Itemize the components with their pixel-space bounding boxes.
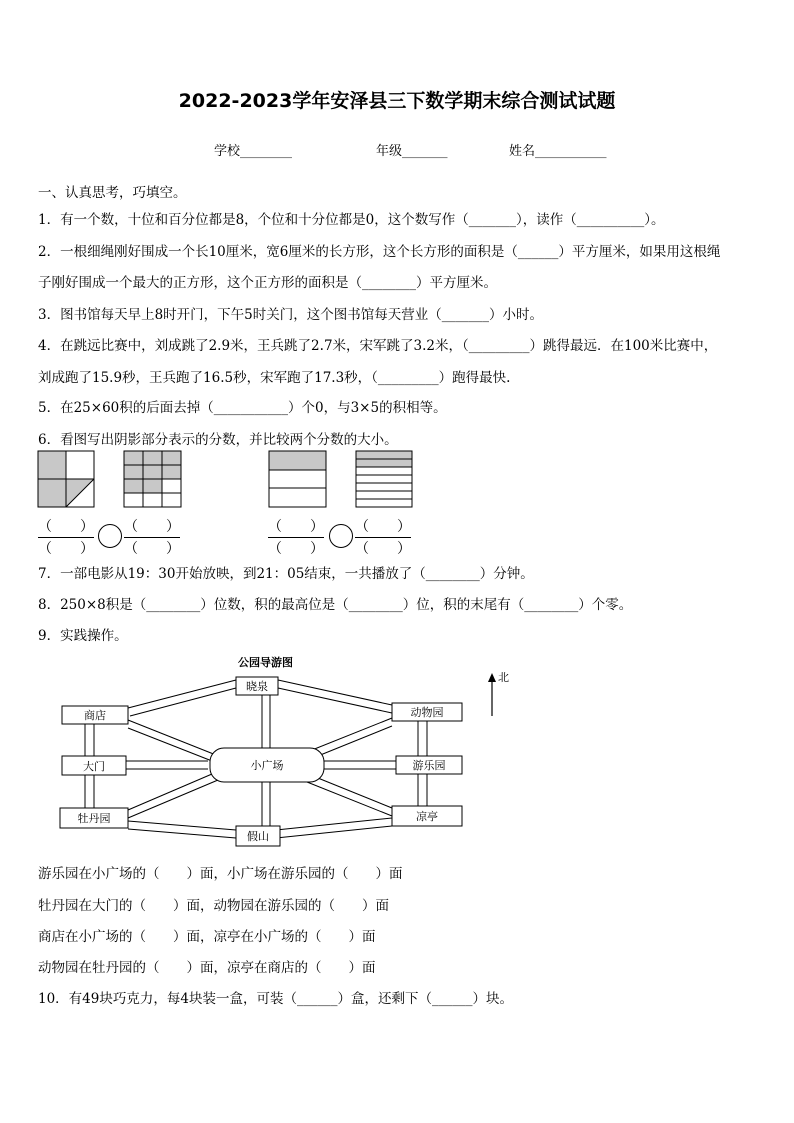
- svg-text:假山: 假山: [247, 830, 269, 843]
- question-9-part-1: 游乐园在小广场的（ ）面，小广场在游乐园的（ ）面: [38, 866, 403, 882]
- map-spot-zoo: [392, 703, 462, 721]
- section-heading: 一、认真思考，巧填空。: [38, 185, 187, 201]
- numerator-blank[interactable]: （ ）: [355, 519, 411, 535]
- svg-text:牡丹园: 牡丹园: [77, 812, 111, 825]
- numerator-blank[interactable]: （ ）: [38, 519, 94, 535]
- svg-text:凉亭: 凉亭: [416, 810, 438, 823]
- question-4-line-1: 4．在跳远比赛中，刘成跳了2.9米，王兵跳了2.7米，宋军跳了3.2米，（_________）跳得最远．在100米比赛中，: [38, 338, 718, 354]
- question-7: 7．一部电影从19：30开始放映，到21：05结束，一共播放了（________）分钟。: [38, 566, 534, 582]
- question-6: 6．看图写出阴影部分表示的分数，并比较两个分数的大小。: [38, 432, 398, 448]
- north-arrow-icon: [488, 671, 509, 716]
- question-2-line-1: 2．一根细绳刚好围成一个长10厘米，宽6厘米的长方形，这个长方形的面积是（______）平方厘米，如果用这根绳: [38, 244, 721, 260]
- svg-text:小广场: 小广场: [250, 759, 284, 772]
- park-map: [40, 648, 520, 853]
- svg-text:商店: 商店: [84, 709, 106, 722]
- figure-1-square: [38, 451, 94, 507]
- question-9-part-3: 商店在小广场的（ ）面，凉亭在小广场的（ ）面: [38, 929, 376, 945]
- map-spot-pavilion: [392, 806, 462, 826]
- fraction-figures: [36, 450, 426, 510]
- map-spot-rockery: [236, 826, 280, 846]
- question-9: 9．实践操作。: [38, 628, 128, 644]
- question-1: 1．有一个数，十位和百分位都是8，个位和十分位都是0，这个数写作（_______），读作（__________）。: [38, 212, 665, 228]
- fraction-blank-3: [268, 516, 324, 558]
- map-spot-amusement: [396, 756, 462, 774]
- question-4-line-2: 刘成跑了15.9秒，王兵跑了16.5秒，宋军跑了17.3秒，（_________）跑得最快.: [38, 370, 511, 386]
- denominator-blank[interactable]: （ ）: [268, 541, 324, 557]
- map-spot-gate: [62, 756, 126, 775]
- numerator-blank[interactable]: （ ）: [124, 519, 180, 535]
- svg-text:游乐园: 游乐园: [412, 759, 446, 772]
- school-field: 学校________: [214, 144, 293, 159]
- figure-2-grid: [124, 451, 181, 507]
- name-field: 姓名___________: [509, 144, 607, 159]
- page-title: 2022-2023学年安泽县三下数学期末综合测试试题: [178, 90, 616, 112]
- map-spot-shop: [62, 706, 128, 724]
- figure-3-bars: [269, 451, 326, 507]
- north-label: 北: [498, 671, 509, 684]
- fraction-blank-2: [124, 516, 180, 558]
- map-spot-center: [210, 748, 324, 782]
- svg-text:大门: 大门: [83, 760, 105, 773]
- question-8: 8．250×8积是（________）位数，积的最高位是（________）位，积的末尾有（________）个零。: [38, 597, 633, 613]
- denominator-blank[interactable]: （ ）: [355, 541, 411, 557]
- map-spot-peony: [60, 808, 128, 828]
- question-10: 10．有49块巧克力，每4块装一盒，可装（______）盒，还剩下（______）块。: [38, 991, 513, 1007]
- numerator-blank[interactable]: （ ）: [268, 519, 324, 535]
- question-9-part-4: 动物园在牡丹园的（ ）面，凉亭在商店的（ ）面: [38, 960, 376, 976]
- question-3: 3．图书馆每天早上8时开门，下午5时关门，这个图书馆每天营业（_______）小时。: [38, 307, 544, 323]
- map-spot-spring: [236, 677, 278, 695]
- compare-circle-2[interactable]: [329, 524, 353, 548]
- grade-field: 年级_______: [376, 144, 448, 159]
- question-2-line-2: 子刚好围成一个最大的正方形，这个正方形的面积是（________）平方厘米。: [38, 275, 497, 291]
- fraction-blank-4: [355, 516, 411, 558]
- fraction-blank-1: [38, 516, 94, 558]
- denominator-blank[interactable]: （ ）: [124, 541, 180, 557]
- svg-text:动物园: 动物园: [410, 706, 444, 719]
- question-9-part-2: 牡丹园在大门的（ ）面，动物园在游乐园的（ ）面: [38, 898, 389, 914]
- question-5: 5．在25×60积的后面去掉（___________）个0，与3×5的积相等。: [38, 400, 447, 416]
- map-title: 公园导游图: [238, 656, 293, 669]
- compare-circle-1[interactable]: [98, 524, 122, 548]
- figure-4-lines: [356, 451, 412, 507]
- denominator-blank[interactable]: （ ）: [38, 541, 94, 557]
- svg-text:晓泉: 晓泉: [246, 680, 268, 693]
